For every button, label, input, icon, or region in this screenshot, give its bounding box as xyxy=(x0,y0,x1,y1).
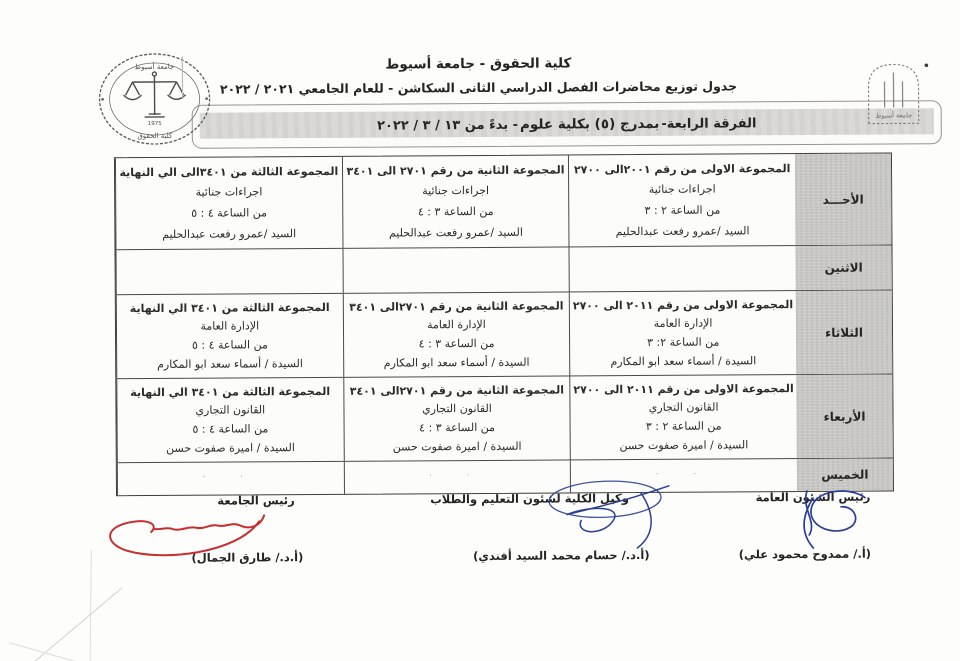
table-row xyxy=(115,244,891,294)
subject: الإدارة العامة xyxy=(427,318,486,332)
faint-dots: · · xyxy=(655,469,713,481)
schedule-cell xyxy=(342,155,569,247)
schedule-cell xyxy=(115,157,342,249)
lecturer: السيدة / اميرة صفوت حسن xyxy=(392,439,522,454)
time: من الساعة ٤ : ٥ xyxy=(191,206,268,220)
time: من الساعة ٢: ٣ xyxy=(647,335,720,349)
signatory-title-university-president: رئيس الجامعة xyxy=(217,493,295,508)
subject: الإدارة العامة xyxy=(653,316,713,331)
faint-dots: · · xyxy=(202,472,260,484)
arch-logo-text: جامعة أسيوط xyxy=(875,111,913,120)
time: من الساعة ٤ : ٥ xyxy=(192,422,269,436)
schedule-title: جدول توزيع محاضرات الفصل الدراسي الثانى السكاشن - للعام الجامعي ٢٠٢١ / ٢٠٢٢ xyxy=(219,78,738,97)
time: من الساعة ٢ : ٣ xyxy=(645,419,722,433)
hall-label: بمدرج (٥) بكلية علوم xyxy=(519,115,660,133)
minarets-icon xyxy=(884,72,902,107)
lecturer: السيدة / اميرة صفوت حسن xyxy=(166,440,295,455)
schedule-cell xyxy=(342,292,569,376)
lecturer: السيدة / أسماء سعد ابو المكارم xyxy=(610,354,757,368)
time: من الساعة ٣ : ٤ xyxy=(419,420,496,435)
signatory-title-vice-dean: وكيل الكلية لشئون التعليم والطلاب xyxy=(430,491,629,507)
faculty-title: كلية الحقوق - جامعة أسيوط xyxy=(385,55,572,73)
day-cell: الثلاثاء xyxy=(796,290,893,374)
grade-label: الفرقة الرابعة- xyxy=(661,115,757,132)
university-arch-logo xyxy=(860,57,930,129)
signatory-title-general-affairs: رئيس الشئون العامة xyxy=(755,489,871,505)
schedule-cell xyxy=(569,291,796,375)
day-cell: الاثنين xyxy=(795,245,891,290)
seal-year: 1975 xyxy=(147,120,162,128)
schedule-cell xyxy=(115,249,342,294)
subject: القانون التجاري xyxy=(648,400,719,415)
time: من الساعة ٣ : ٤ xyxy=(418,336,495,351)
group-range: المجموعة الاولى من رقم ٢٠١١ الى ٢٧٠٠ xyxy=(572,297,794,312)
group-range: المجموعة الثانية من رقم ٢٧٠١ الى ٣٤٠١ xyxy=(346,162,565,178)
ink-dot xyxy=(925,63,929,67)
subject: القانون التجاري xyxy=(422,402,492,416)
lecturer: السيد /عمرو رفعت عبدالحليم xyxy=(388,225,523,240)
schedule-cell xyxy=(342,247,569,292)
schedule-cell xyxy=(569,246,796,291)
schedule-cell xyxy=(117,462,344,495)
time: من الساعة ٢ : ٣ xyxy=(644,203,721,217)
schedule-cell xyxy=(568,154,795,246)
table-row xyxy=(116,373,892,462)
time: من الساعة ٤ : ٥ xyxy=(191,338,268,352)
signatory-name-general-affairs: (أ./ ممدوح محمود علي) xyxy=(738,546,872,562)
lecturer: السيدة / أسماء سعد ابو المكارم xyxy=(157,356,303,371)
lecturer: السيدة / أسماء سعد ابو المكارم xyxy=(383,355,530,370)
section-title-text xyxy=(193,101,941,148)
group-range: المجموعة الثانية من رقم ٢٧٠١الى ٣٤٠١ xyxy=(349,298,564,314)
signatory-name-vice-dean: (أ.د./ حسام محمد السيد أفندي) xyxy=(473,547,650,564)
seal-university-text: جامعة أسيوط xyxy=(134,62,175,72)
schedule-cell xyxy=(116,294,343,378)
schedule-cell xyxy=(570,375,797,459)
group-range: المجموعة الاولى من رقم ٢٠٠١الى ٢٧٠٠ xyxy=(573,161,791,176)
seal-faculty-text: كلية الحقوق xyxy=(137,131,173,141)
table-row xyxy=(115,153,892,249)
start-date-label: - بدءً من ١٣ / ٣ / ٢٠٢٢ xyxy=(377,117,519,134)
group-range: المجموعة الثانية من رقم ٢٧٠١الى ٣٤٠١ xyxy=(349,382,565,398)
scales-of-justice-icon xyxy=(123,72,185,117)
subject: اجراءات جنائية xyxy=(195,185,263,199)
subject: الإدارة العامة xyxy=(200,319,260,333)
schedule-cell xyxy=(570,459,797,492)
faculty-seal xyxy=(96,51,213,148)
lecturer: السيدة / اميرة صفوت حسن xyxy=(619,438,749,452)
day-cell: الأحـــد xyxy=(795,153,892,245)
table-row xyxy=(116,289,892,378)
group-range: المجموعة الثالثة من ٣٤٠١ الي النهاية xyxy=(129,300,330,315)
group-range: المجموعة الاولى من رقم ٢٠١١ الى ٢٧٠٠ xyxy=(573,381,794,396)
section-title-box xyxy=(192,100,942,149)
time: من الساعة ٣ : ٤ xyxy=(417,204,494,219)
group-range: المجموعة الثالثة من ٣٤٠١الى الي النهاية xyxy=(119,164,339,179)
signatory-name-university-president: (أ.د./ طارق الجمال) xyxy=(191,550,304,565)
faint-dots: · · xyxy=(429,471,486,482)
schedule-cell xyxy=(343,460,570,493)
subject: اجراءات جنائية xyxy=(648,182,716,197)
group-range: المجموعة الثالثة من ٣٤٠١ الي النهاية xyxy=(130,384,331,399)
day-cell: الخميس xyxy=(797,458,893,491)
schedule-cell xyxy=(343,376,570,460)
subject: اجراءات جنائية xyxy=(422,184,490,198)
schedule-table xyxy=(114,152,894,496)
day-cell: الأربعاء xyxy=(796,374,893,458)
subject: القانون التجاري xyxy=(195,403,266,417)
schedule-cell xyxy=(116,378,343,462)
lecturer: السيد /عمرو رفعت عبدالحليم xyxy=(162,226,297,241)
lecturer: السيد /عمرو رفعت عبدالحليم xyxy=(615,224,750,238)
